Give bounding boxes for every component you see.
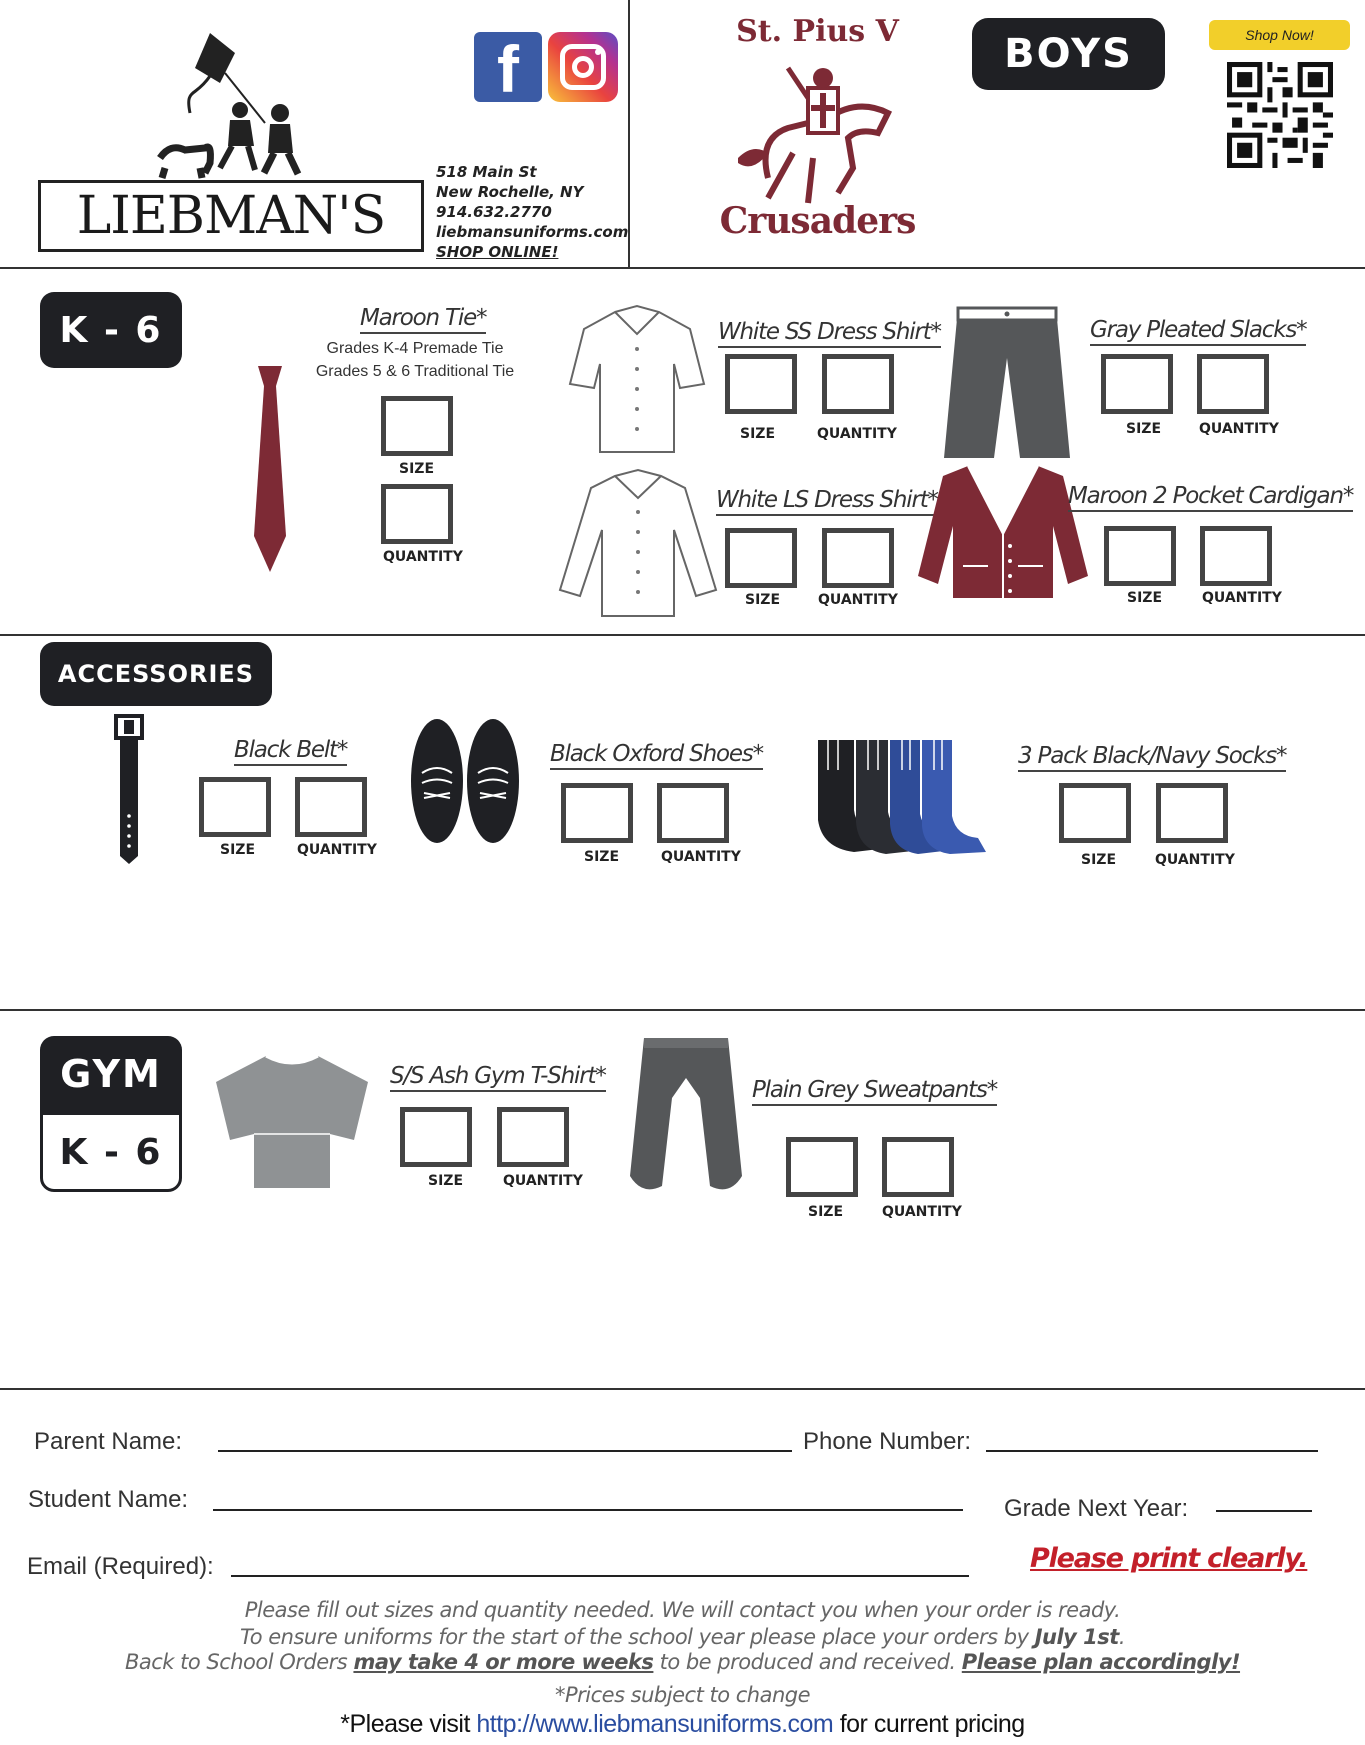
- tie-quantity-label: QUANTITY: [383, 549, 463, 565]
- school-mascot: Crusaders: [719, 200, 916, 242]
- black-belt-icon: [114, 716, 144, 864]
- section-divider: [0, 267, 1365, 269]
- shop-now-button[interactable]: [1209, 20, 1350, 50]
- sweatpants-quantity-box[interactable]: [882, 1137, 954, 1197]
- k6-badge: [40, 292, 182, 368]
- order-deadline: July 1st: [1034, 1625, 1119, 1649]
- ls-shirt-quantity-box[interactable]: [822, 528, 894, 588]
- gym-k6-badge: [40, 1112, 182, 1192]
- footer-line-3: [0, 1650, 1365, 1674]
- cardigan-quantity-label: QUANTITY: [1202, 590, 1282, 606]
- ls-shirt-size-label: SIZE: [745, 592, 781, 608]
- sweatpants-size-box[interactable]: [786, 1137, 858, 1197]
- grade-next-year-label: Grade Next Year:: [1004, 1495, 1189, 1522]
- tie-size-label: SIZE: [399, 461, 435, 477]
- shop-now-label: Shop Now!: [1245, 27, 1314, 43]
- school-name: St. Pius V: [736, 14, 899, 49]
- student-name-label: Student Name:: [28, 1486, 189, 1513]
- ss-shirt-quantity-label: QUANTITY: [817, 426, 897, 442]
- kids-kite-icon: [150, 28, 310, 188]
- parent-name-label: Parent Name:: [34, 1428, 183, 1455]
- store-phone: 914.632.2770: [436, 203, 552, 221]
- accessories-badge: [40, 642, 272, 706]
- footer-line-5: [0, 1710, 1365, 1739]
- ls-shirt-title: White LS Dress Shirt*: [716, 486, 938, 516]
- long-sleeve-shirt-icon: [560, 470, 716, 618]
- boys-badge-label: BOYS: [1004, 31, 1133, 77]
- gym-k6-badge-label: K - 6: [59, 1131, 163, 1173]
- accessories-badge-label: ACCESSORIES: [57, 660, 255, 688]
- store-logo-text: LIEBMAN'S: [76, 186, 386, 246]
- tie-size-box[interactable]: [381, 396, 453, 456]
- instagram-icon[interactable]: [548, 32, 618, 102]
- belt-title: Black Belt*: [234, 736, 347, 766]
- footer-line-2: [0, 1625, 1365, 1649]
- footer-line-3-mid: to be produced and received.: [653, 1650, 962, 1674]
- shoes-size-label: SIZE: [584, 849, 620, 865]
- tshirt-size-box[interactable]: [400, 1107, 472, 1167]
- print-clearly-note: Please print clearly.: [1030, 1543, 1308, 1574]
- oxford-shoes-icon: [410, 718, 520, 844]
- footer-line-2-text: To ensure uniforms for the start of the school year please place your orders by: [239, 1625, 1035, 1649]
- sweatpants-size-label: SIZE: [808, 1204, 844, 1220]
- socks-icon: [818, 740, 988, 856]
- footer-line-2-end: .: [1118, 1625, 1125, 1649]
- tie-note-1: Grades K-4 Premade Tie: [326, 340, 504, 357]
- gym-badge-label: GYM: [60, 1052, 162, 1096]
- crusader-knight-icon: [738, 58, 898, 208]
- sweatpants-quantity-label: QUANTITY: [882, 1204, 962, 1220]
- address-line2: New Rochelle, NY: [436, 183, 584, 201]
- maroon-tie-icon: [252, 366, 288, 574]
- gym-badge: [40, 1036, 182, 1112]
- email-label: Email (Required):: [27, 1553, 214, 1580]
- tshirt-quantity-label: QUANTITY: [503, 1173, 583, 1189]
- store-logo: [38, 180, 424, 252]
- gym-tshirt-icon: [216, 1056, 368, 1190]
- ls-shirt-size-box[interactable]: [725, 528, 797, 588]
- shoes-size-box[interactable]: [561, 783, 633, 843]
- sweatpants-icon: [630, 1038, 742, 1196]
- cardigan-title: Maroon 2 Pocket Cardigan*: [1068, 482, 1353, 512]
- plan-accordingly-note: Please plan accordingly!: [961, 1650, 1241, 1674]
- section-divider: [0, 634, 1365, 636]
- cardigan-quantity-box[interactable]: [1200, 526, 1272, 586]
- phone-number-field[interactable]: [986, 1450, 1318, 1452]
- belt-quantity-label: QUANTITY: [297, 842, 377, 858]
- ss-shirt-size-box[interactable]: [725, 354, 797, 414]
- slacks-size-label: SIZE: [1126, 421, 1162, 437]
- belt-quantity-box[interactable]: [295, 777, 367, 837]
- shoes-quantity-box[interactable]: [657, 783, 729, 843]
- socks-size-box[interactable]: [1059, 783, 1131, 843]
- short-sleeve-shirt-icon: [570, 304, 704, 456]
- lead-time-note: may take 4 or more weeks: [353, 1650, 654, 1674]
- shoes-quantity-label: QUANTITY: [661, 849, 741, 865]
- ss-shirt-title: White SS Dress Shirt*: [718, 318, 941, 348]
- parent-name-field[interactable]: [218, 1450, 792, 1452]
- footer-line-1: Please fill out sizes and quantity needed. We will contact you when your order is ready.: [244, 1598, 1121, 1622]
- address-line1: 518 Main St: [436, 163, 537, 181]
- store-website[interactable]: liebmansuniforms.com: [436, 223, 629, 241]
- footer-line-3-text: Back to School Orders: [124, 1650, 354, 1674]
- footer-line-5-end: for current pricing: [833, 1710, 1025, 1738]
- boys-badge: [972, 18, 1165, 90]
- tie-note-2: Grades 5 & 6 Traditional Tie: [315, 363, 515, 380]
- k6-badge-label: K - 6: [59, 309, 163, 351]
- maroon-tie-title: Maroon Tie*: [360, 304, 486, 334]
- email-field[interactable]: [231, 1575, 969, 1577]
- section-divider: [0, 1009, 1365, 1011]
- qr-code-icon[interactable]: [1227, 62, 1333, 168]
- socks-title: 3 Pack Black/Navy Socks*: [1018, 742, 1286, 772]
- footer-line-4: *Prices subject to change: [554, 1683, 811, 1707]
- shop-online-link[interactable]: SHOP ONLINE!: [436, 243, 559, 261]
- slacks-quantity-box[interactable]: [1197, 354, 1269, 414]
- sweatpants-title: Plain Grey Sweatpants*: [752, 1076, 997, 1106]
- belt-size-box[interactable]: [199, 777, 271, 837]
- ss-shirt-quantity-box[interactable]: [822, 354, 894, 414]
- ss-shirt-size-label: SIZE: [740, 426, 776, 442]
- slacks-title: Gray Pleated Slacks*: [1090, 316, 1306, 346]
- cardigan-size-box[interactable]: [1104, 526, 1176, 586]
- slacks-quantity-label: QUANTITY: [1199, 421, 1279, 437]
- phone-number-label: Phone Number:: [803, 1428, 972, 1455]
- socks-quantity-box[interactable]: [1156, 783, 1228, 843]
- maroon-cardigan-icon: [918, 466, 1088, 600]
- tshirt-title: S/S Ash Gym T-Shirt*: [390, 1062, 606, 1092]
- grade-next-year-field[interactable]: [1216, 1510, 1312, 1512]
- tie-quantity-box[interactable]: [381, 484, 453, 544]
- socks-quantity-label: QUANTITY: [1155, 852, 1235, 868]
- shoes-title: Black Oxford Shoes*: [550, 740, 763, 770]
- ls-shirt-quantity-label: QUANTITY: [818, 592, 898, 608]
- footer-line-5-text: *Please visit: [340, 1710, 477, 1738]
- socks-size-label: SIZE: [1081, 852, 1117, 868]
- store-address: [436, 162, 628, 262]
- cardigan-size-label: SIZE: [1127, 590, 1163, 606]
- section-divider: [0, 1388, 1365, 1390]
- belt-size-label: SIZE: [220, 842, 256, 858]
- student-name-field[interactable]: [213, 1509, 963, 1511]
- tshirt-quantity-box[interactable]: [497, 1107, 569, 1167]
- slacks-size-box[interactable]: [1101, 354, 1173, 414]
- facebook-icon[interactable]: f: [474, 32, 542, 102]
- gray-slacks-icon: [944, 308, 1070, 458]
- tshirt-size-label: SIZE: [428, 1173, 464, 1189]
- pricing-link[interactable]: http://www.liebmansuniforms.com: [476, 1710, 834, 1738]
